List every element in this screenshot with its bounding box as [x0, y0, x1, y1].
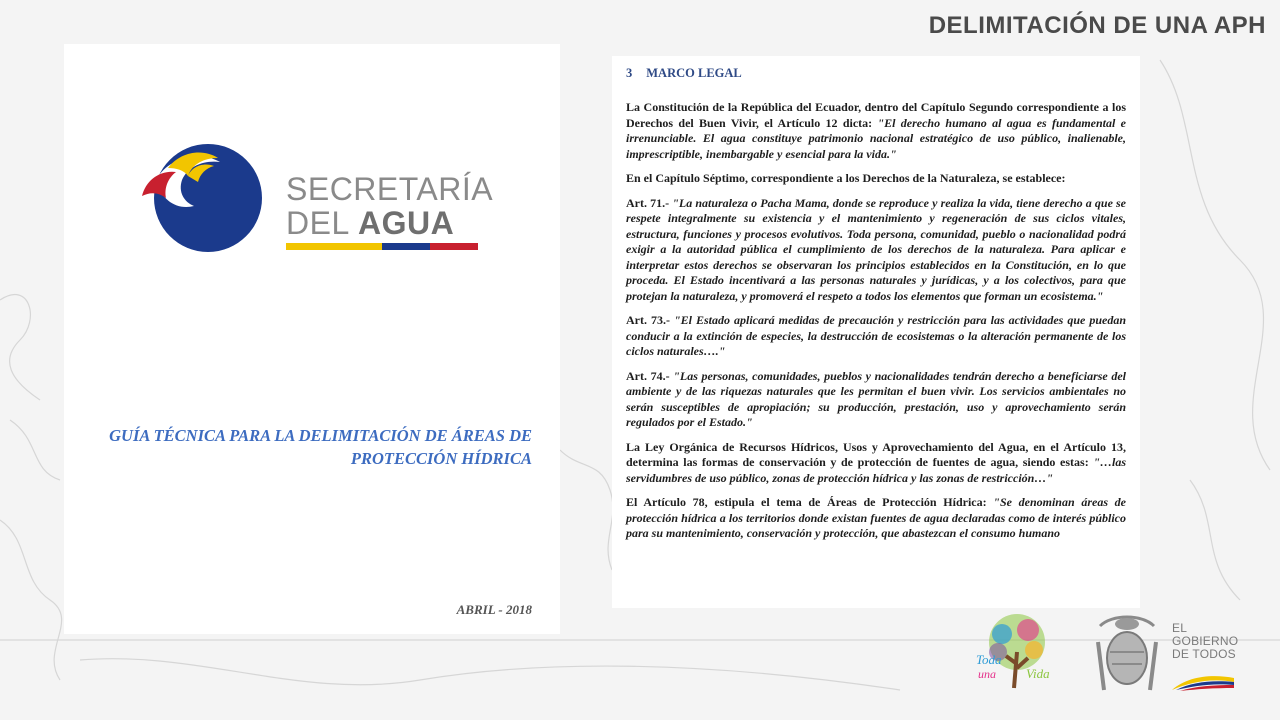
legal-framework-page — [612, 56, 1140, 608]
toda-text: Toda — [976, 652, 1002, 667]
slide-title: DELIMITACIÓN DE UNA APH — [928, 12, 1266, 39]
cover-date: ABRIL - 2018 — [456, 602, 532, 617]
guide-cover-page — [64, 44, 560, 634]
paragraph-constitution: La Constitución de la República del Ecuador, dentro del Capítulo Segundo correspondiente a los Derechos del Buen Vivir, el Artículo 12 dicta: "El derecho humano al agua es fundamental e irrenunciable. El agua constituye patrimonio nacional estratégico de uso público, inalienable, imprescriptible, inembargable y esencial para la vida." — [626, 100, 1126, 161]
paragraph-ley-organica: La Ley Orgánica de Recursos Hídricos, Usos y Aprovechamiento del Agua, en el Artículo 13, determina las formas de conservación y de protección de fuentes de agua, siendo estas: "…las servidumbres de uso público, zonas de protección hídrica y las zonas de restricción…" — [626, 439, 1126, 485]
paragraph-art-74: Art. 74.- "Las personas, comunidades, pueblos y nacionalidades tendrán derecho a beneficiarse del ambiente y de las riquezas naturales que les permitan el buen vivir. Los servicios ambientales no serán susceptibles de apropiación; su producción, prestación, uso y aprovechamiento serán regulados por el Estado." — [626, 368, 1127, 429]
logo-line-1: SECRETARÍA — [286, 171, 494, 207]
toda-una-vida-logo — [972, 612, 1062, 694]
gobierno-flag-swoosh — [1172, 672, 1236, 692]
logo-line-2: DEL AGUA — [286, 205, 455, 241]
section-heading: 3 MARCO LEGAL — [626, 66, 742, 80]
el-gobierno-de-todos-text: EL GOBIERNO DE TODOS — [1172, 621, 1239, 661]
guide-title: GUÍA TÉCNICA PARA LA DELIMITACIÓN DE ÁREAS DE PROTECCIÓN HÍDRICA — [109, 426, 532, 468]
secretaria-del-agua-emblem — [138, 140, 264, 256]
secretaria-del-agua-wordmark — [286, 172, 493, 240]
flag-color-bar — [286, 243, 478, 250]
paragraph-art-73: Art. 73.- "El Estado aplicará medidas de precaución y restricción para las actividades que puedan conducir a la extinción de especies, la destrucción de ecosistemas o la alteración permanente de los ciclos naturales…." — [626, 313, 1127, 358]
document-body — [626, 100, 1126, 551]
ecuador-coat-of-arms — [1090, 612, 1164, 694]
paragraph-chapter-seven: En el Capítulo Séptimo, correspondiente a los Derechos de la Naturaleza, se establece: — [626, 171, 1066, 185]
una-text: una — [978, 667, 996, 681]
paragraph-art-78: El Artículo 78, estipula el tema de Áreas de Protección Hídrica: "Se denominan áreas de protección hídrica a los territorios donde existan fuentes de agua declaradas como de interés público para su mantenimiento, conservación y protección, que abastezcan el consumo humano — [626, 495, 1126, 540]
paragraph-art-71: Art. 71.- "La naturaleza o Pacha Mama, donde se reproduce y realiza la vida, tiene derecho a que se respete integralmente su existencia y el mantenimiento y regeneración de sus ciclos vitales, estructura, funciones y procesos evolutivos. Toda persona, comunidad, pueblo o nacionalidad podrá exigir a la autoridad pública el cumplimiento de los derechos de la naturaleza. Para aplicar e interpretar estos derechos se observaran los principios establecidos en la Constitución, en lo que proceda. El Estado incentivará a las personas naturales y jurídicas, y a los colectivos, para que protejan la naturaleza, y promoverá el respeto a todos los elementos que forman un ecosistema." — [626, 195, 1127, 303]
vida-text: Vida — [1026, 666, 1050, 681]
